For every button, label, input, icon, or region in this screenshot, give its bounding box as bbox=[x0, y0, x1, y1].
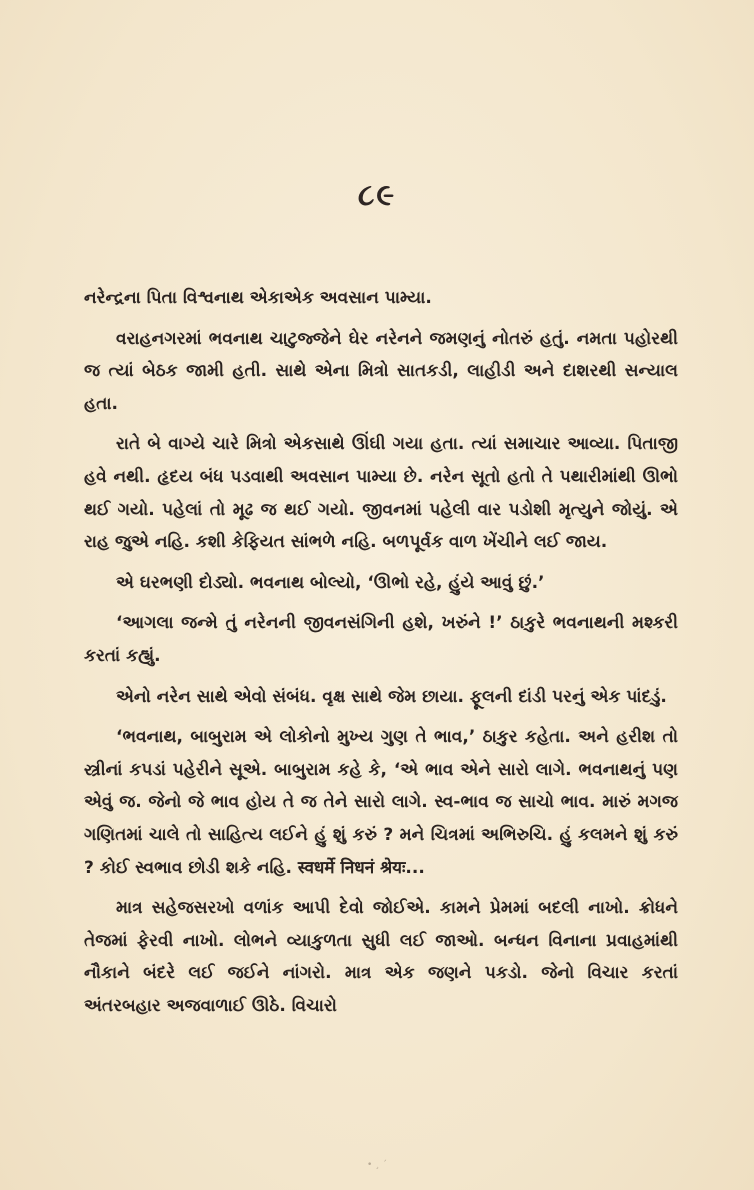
chapter-number: ૮૯ bbox=[357, 178, 397, 213]
paragraph: નરેન્દ્રના પિતા વિશ્વનાથ એકાએક અવસાન પામ્યા. bbox=[84, 288, 432, 308]
body-text bbox=[84, 282, 678, 1022]
paragraph: રાતે બે વાગ્યે ચારે મિત્રો એકસાથે ઊંઘી ગયા હતા. ત્યાં સમાચાર આવ્યા. પિતાજી હવે નથી. હૃદય બંધ પડવાથી અવસાન પામ્યા છે. નરેન સૂતો હતો તે પથારીમાંથી ઊભો થઈ ગયો. પહેલાં તો મૂઢ જ થઈ ગયો. જીવનમાં પહેલી વાર પડોશી મૃત્યુને જોયું. એ રાહ જુએ નહિ. કશી કેફિયત સાંભળે નહિ. બળપૂર્વક વાળ ખેંચીને લઈ જાય. bbox=[84, 434, 678, 553]
paragraph: વરાહનગરમાં ભવનાથ ચાટુજ્જેને ઘેર નરેનને જમણનું નોતરું હતું. નમતા પહોરથી જ ત્યાં બેઠક જામી હતી. સાથે એના મિત્રો સાતકડી, લાહીડી અને દાશરથી સન્યાલ હતા. bbox=[84, 328, 678, 414]
paragraph: ‘ભવનાથ, બાબુરામ એ લોકોનો મુખ્ય ગુણ તે ભાવ,’ ઠાકુર કહેતા. અને હરીશ તો સ્ત્રીનાં કપડાં પહેરીને સૂએ. બાબુરામ કહે કે, ‘એ ભાવ એને સારો લાગે. ભવનાથનું પણ એવું જ. જેનો જે ભાવ હોય તે જ તેને સારો લાગે. સ્વ-ભાવ જ સાચો ભાવ. મારું મગજ ગણિતમાં ચાલે તો સાહિત્ય લઈને હું શું કરું ? મને ચિત્રમાં અભિરુચિ. હું કલમને શું કરું ? કોઈ સ્વભાવ છોડી શકે નહિ. स्वधर्मे निधनं श्रेयः... bbox=[84, 727, 678, 878]
paragraph: એ ઘરભણી દોડ્યો. ભવનાથ બોલ્યો, ‘ઊભો રહે, હુંયે આવું છું.’ bbox=[116, 572, 545, 593]
paragraph: ‘આગલા જન્મે તું નરેનની જીવનસંગિની હશે, ખરુંને !’ ઠાકુરે ભવનાથની મશ્કરી કરતાં કહ્યું. bbox=[84, 613, 678, 666]
paragraph: માત્ર સહેજસરખો વળાંક આપી દેવો જોઈએ. કામને પ્રેમમાં બદલી નાખો. ક્રોધને તેજમાં ફેરવી નાખો. લોભને વ્યાકુળતા સુધી લઈ જાઓ. બન્ધન વિનાના પ્રવાહમાંથી નૌકાને બંદરે લઈ જઈને નાંગરો. માત્ર એક જણને પકડો. જેનો વિચાર કરતાં અંતરબહાર અજવાળાઈ ઊઠે. વિચારો bbox=[84, 898, 678, 1016]
paragraph: એનો નરેન સાથે એવો સંબંધ. વૃક્ષ સાથે જેમ છાયા. ફૂલની દાંડી પરનું એક પાંદડું. bbox=[116, 686, 667, 707]
page-folio-mark: • ¸ ´ bbox=[366, 1160, 388, 1170]
